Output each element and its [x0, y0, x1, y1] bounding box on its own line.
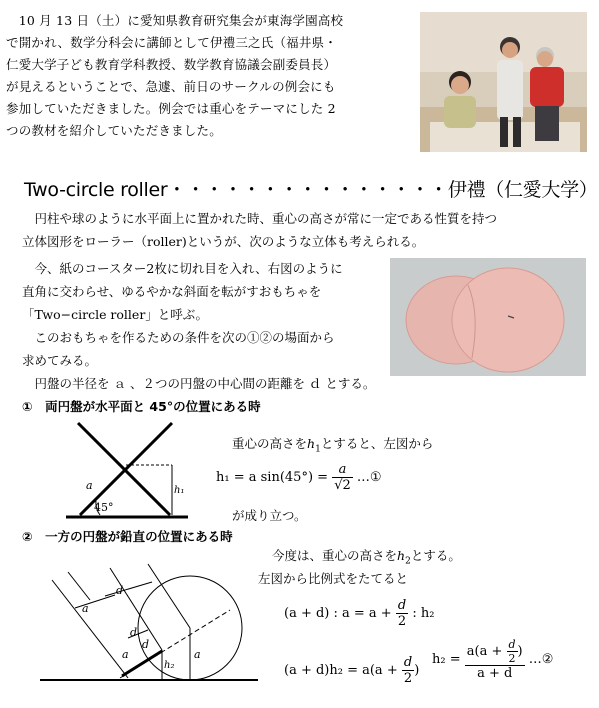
figure-45-degree: [60, 415, 200, 525]
fig1-label-a: a: [86, 479, 93, 492]
eq2c-den: a + d: [477, 666, 513, 681]
section1-heading: ① 両円盤が水平面と 45°の位置にある時: [22, 399, 261, 414]
eq2c-inner-fraction: [507, 638, 518, 665]
section1-var: h: [307, 436, 316, 451]
section2-var: h: [397, 548, 406, 563]
section2-sub: 2: [405, 556, 411, 567]
body-line: 円盤の半径を ａ 、２つの円盤の中心間の距離を ｄ とする。: [22, 376, 376, 391]
section1-conclusion: が成り立つ。: [232, 508, 307, 523]
eq2a-den: 2: [397, 614, 407, 629]
body-line: 直角に交わらせ、ゆるやかな斜面を転がすおもちゃを: [22, 284, 322, 299]
body-line: 「Two−circle roller」と呼ぶ。: [22, 307, 209, 322]
roller-photo: [390, 258, 586, 376]
eq2b-den: 2: [403, 671, 413, 686]
figure-vertical-disc: [30, 550, 270, 700]
body-line: 立体図形をローラー（roller)というが、次のような立体も考えられる。: [22, 234, 425, 249]
fig2-label-d3: d: [142, 638, 150, 651]
dim-arrow-a: [75, 595, 115, 608]
eq2a-num: d: [397, 598, 407, 613]
body-line: 今、紙のコースター2枚に切れ目を入れ、右図のように: [22, 261, 343, 276]
eq2a-lhs: (a + d) : a = a +: [284, 606, 392, 621]
eq2c-num-post: ): [517, 644, 523, 659]
equation-2c: [432, 638, 553, 681]
fig1-label-h: h₁: [174, 485, 185, 496]
eq2a-fraction: [396, 598, 408, 629]
eq2c-inner-den: 2: [508, 652, 516, 665]
eq2b-fraction: [402, 655, 414, 686]
eq2c-num-pre: a(a +: [466, 644, 503, 659]
body-line: このおもちゃを作るための条件を次の①②の場面から: [22, 330, 335, 345]
section2-heading: ② 一方の円盤が鉛直の位置にある時: [22, 529, 233, 544]
intro-line: 参加していただきました。例会では重心をテーマにした 2: [6, 101, 336, 116]
dim-line-1: [68, 572, 90, 600]
intro-line: つの教材を紹介していただきました。: [6, 123, 222, 138]
eq2b-lhs: (a + d)h₂ = a(a +: [284, 663, 398, 678]
eq2c-num: [465, 638, 525, 666]
equation-1: [216, 462, 382, 493]
eq2b-close: ): [414, 663, 420, 678]
fig1-label-angle: 45°: [94, 501, 114, 514]
fig2-label-a3: a: [194, 648, 201, 661]
eq2c-inner-num: d: [508, 638, 516, 651]
fig2-label-h: h₂: [164, 660, 175, 671]
fig2-label-a2: a: [122, 648, 129, 661]
dim-line-3: [148, 564, 190, 628]
eq1-tag: …①: [356, 470, 382, 485]
eq2c-fraction: [465, 638, 525, 681]
eq1-den: √2: [334, 478, 351, 493]
eq1-fraction: [332, 462, 353, 493]
section-title: Two-circle roller・・・・・・・・・・・・・・・伊禮（仁愛大学）: [24, 179, 598, 201]
eq2c-lhs: h₂ =: [432, 652, 461, 667]
body-line: 求めてみる。: [22, 353, 98, 368]
dim-arrow-d: [105, 582, 152, 596]
equation-2b: [284, 655, 419, 686]
fig2-label-d2: d: [130, 626, 138, 639]
body-line: 円柱や球のように水平面上に置かれた時、重心の高さが常に一定である性質を持つ: [22, 211, 498, 226]
section1-sub: 1: [315, 444, 321, 455]
section2-text2: とする。: [410, 548, 461, 563]
eq2c-tag: …②: [528, 652, 554, 667]
fig2-label-d1: d: [116, 584, 124, 597]
section1-text1: 重心の高さを: [232, 436, 308, 451]
intro-line: 仁愛大学子ども教育学科教授、数学教育協議会副委員長）: [6, 57, 337, 72]
section1-text2: とすると、左図から: [320, 436, 434, 451]
eq2a-rhs: : h₂: [412, 606, 435, 621]
eq2b-num: d: [403, 655, 413, 670]
meeting-photo: [420, 12, 587, 152]
eq1-lhs: h₁ = a sin(45°) =: [216, 470, 329, 485]
section1-text: [232, 433, 433, 461]
equation-2a: [284, 598, 434, 629]
section2-text3: 左図から比例式をたてると: [258, 571, 409, 586]
intro-line: 10 月 13 日（土）に愛知県教育研究集会が東海学園高校: [6, 13, 344, 28]
intro-line: で開かれ、数学分科会に講師として伊禮三之氏（福井県・: [6, 35, 337, 50]
section2-text1: 今度は、重心の高さを: [272, 548, 398, 563]
fig2-label-a1: a: [82, 602, 89, 615]
intro-line: が見えるということで、急遽、前日のサークルの例会にも: [6, 79, 336, 94]
intro-paragraph: [6, 10, 343, 142]
eq1-num: a: [332, 462, 353, 478]
